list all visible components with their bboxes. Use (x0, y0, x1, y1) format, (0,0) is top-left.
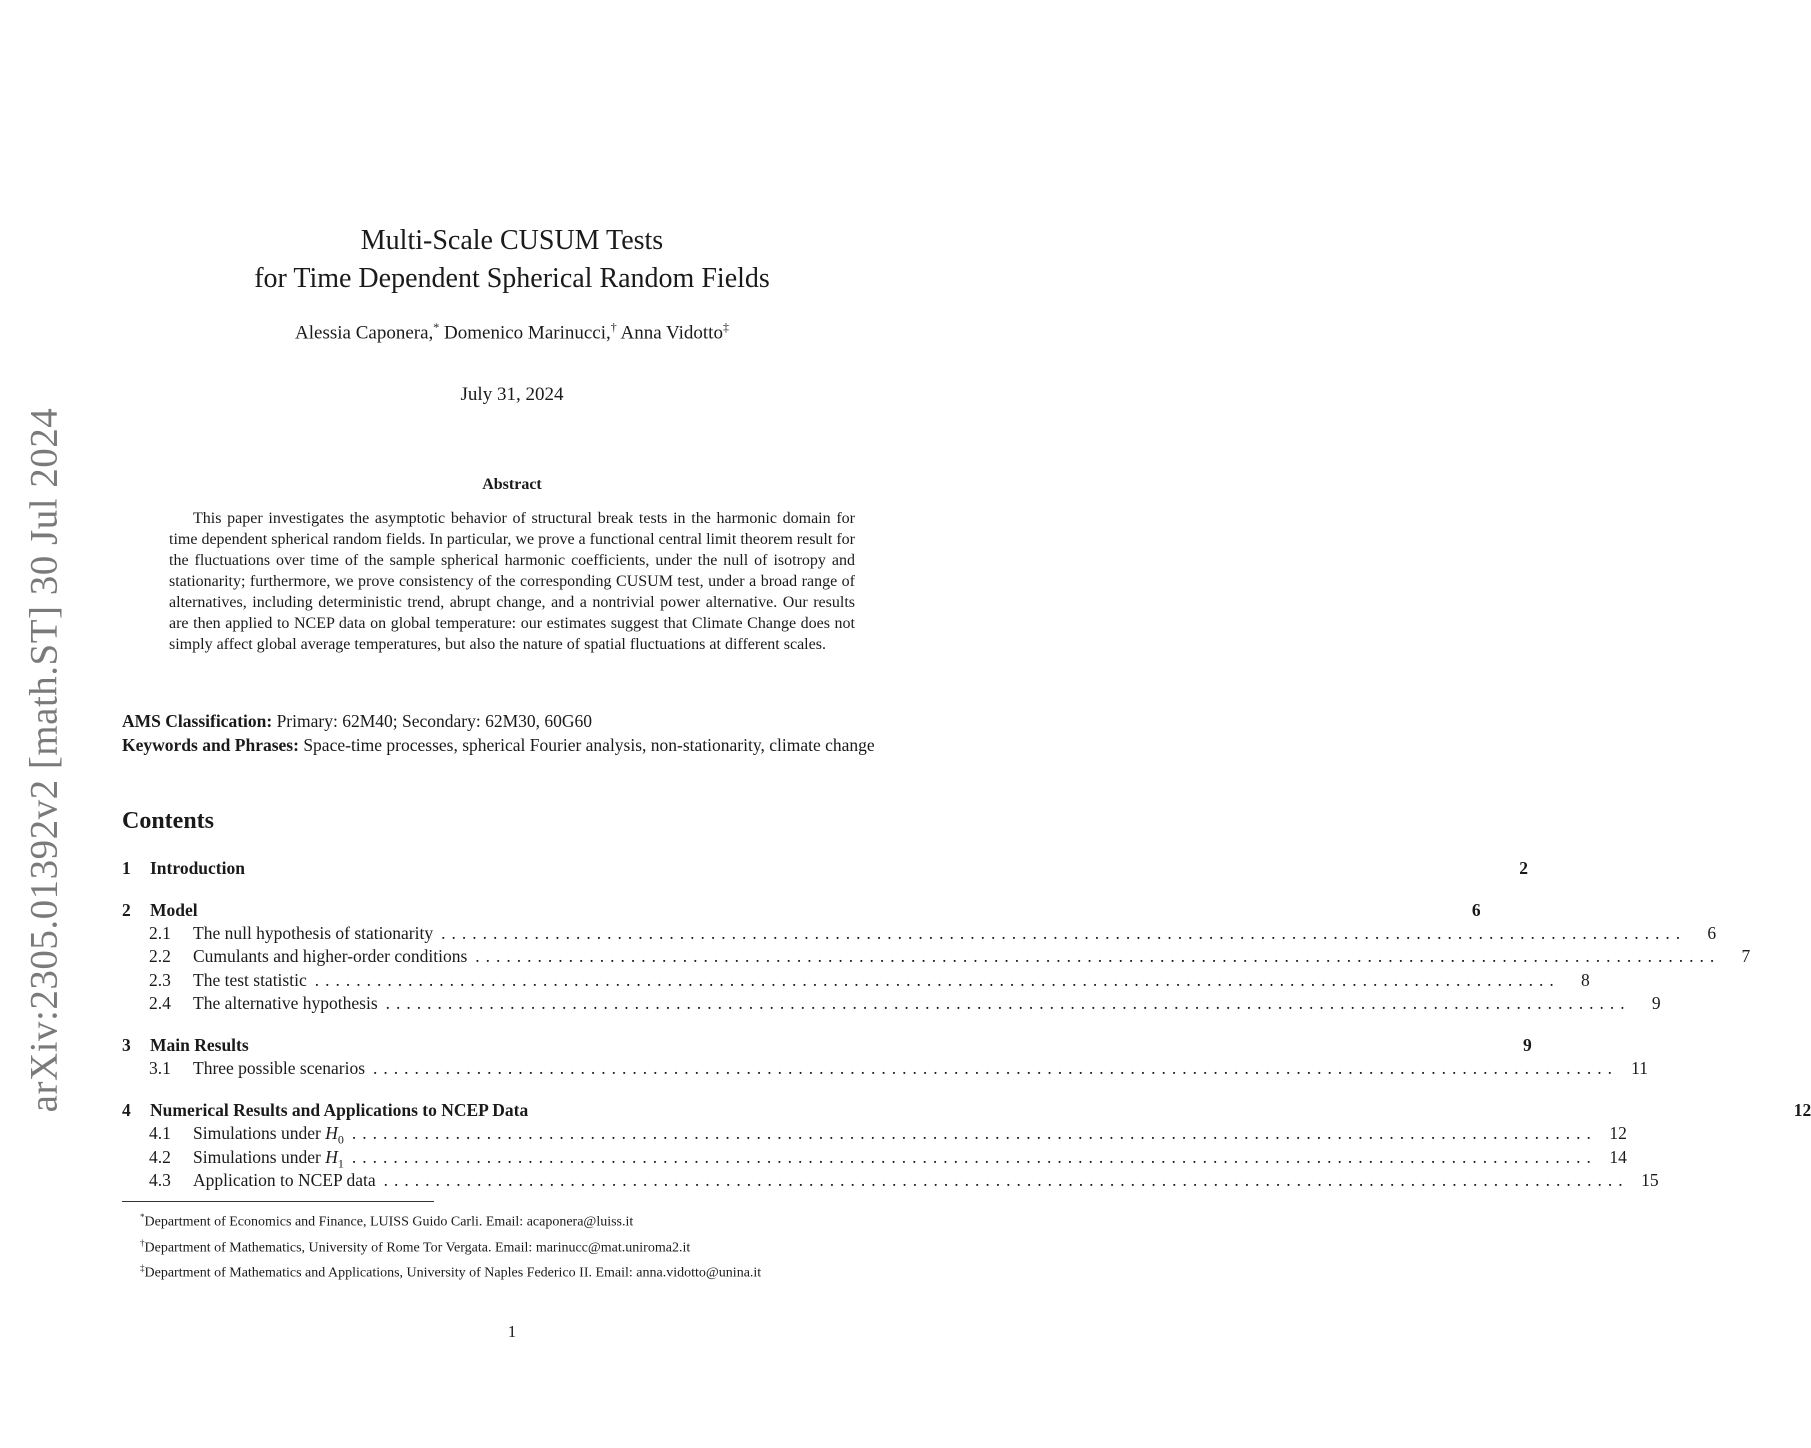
contents-heading: Contents (122, 808, 215, 834)
footnote-mark: * (140, 1212, 145, 1222)
toc-entry-page: 7 (1741, 946, 1751, 966)
toc-subsection-entry[interactable] (122, 923, 1717, 947)
toc-entry-number: 3 (122, 1035, 131, 1055)
toc-entry-number: 4.2 (149, 1147, 171, 1167)
toc-entry-number: 1 (122, 858, 131, 878)
toc-entry-page: 9 (1651, 993, 1661, 1013)
toc-entry-title: Simulations under $H_1$ (193, 1147, 344, 1171)
footnotes (140, 1207, 920, 1284)
toc-entry-number: 2.1 (149, 923, 171, 943)
toc-subsection-entry[interactable] (122, 1058, 1649, 1082)
toc-entry-title: Main Results (150, 1035, 249, 1055)
abstract-heading: Abstract (482, 476, 542, 493)
keywords-label: Keywords and Phrases: (122, 735, 299, 755)
toc-entry-title: Introduction (150, 858, 245, 878)
toc-section-entry[interactable] (122, 1100, 1811, 1124)
title-line-2: for Time Dependent Spherical Random Fields (254, 263, 770, 294)
toc-subsection-entry[interactable] (122, 1147, 1627, 1171)
ams-label: AMS Classification: (122, 711, 273, 731)
toc-subsection-entry[interactable] (122, 946, 1751, 970)
toc-subsection-entry[interactable] (122, 993, 1661, 1017)
toc-entry-page: 12 (1609, 1123, 1627, 1143)
ams-text: Primary: 62M40; Secondary: 62M30, 60G60 (276, 711, 593, 731)
toc-leader-dots: ........................................................................................................................ (314, 970, 1560, 990)
toc-leader-dots: ........................................................................................................................ (383, 1170, 1629, 1190)
toc-entry-number: 2.3 (149, 970, 171, 990)
toc-entry-title: Cumulants and higher-order conditions (193, 946, 468, 966)
toc-entry-page: 8 (1580, 970, 1590, 990)
author-footnote-mark: ‡ (722, 320, 729, 334)
toc-section-entry[interactable] (122, 900, 1481, 924)
arxiv-identifier-stamp: arXiv:2305.01392v2 [math.ST] 30 Jul 2024 (22, 407, 66, 1113)
author-footnote-mark: * (433, 320, 440, 334)
toc-entry-page: 2 (1519, 858, 1528, 878)
keywords (122, 733, 903, 757)
ams-classification (122, 709, 903, 733)
toc-leader-dots: ........................................................................................................................ (373, 1058, 1619, 1078)
toc-entry-page: 9 (1522, 1035, 1532, 1055)
toc-entry-title: Three possible scenarios (193, 1058, 366, 1078)
toc-leader-dots: ........................................................................................................................ (351, 1147, 1597, 1167)
footnote (140, 1258, 920, 1284)
footnote-text: Department of Mathematics, University of Rome Tor Vergata. Email: marinucc@mat.uniroma2.it (144, 1240, 691, 1256)
toc-subsection-entry[interactable] (122, 1123, 1627, 1147)
toc-entry-title: Model (150, 900, 198, 920)
author-list (0, 320, 1024, 344)
title-line-1: Multi-Scale CUSUM Tests (360, 225, 664, 256)
footnote-mark: ‡ (140, 1263, 145, 1274)
toc-entry-number: 4.3 (149, 1170, 171, 1190)
toc-entry-number: 2.2 (149, 946, 171, 966)
toc-entry-title: Numerical Results and Applications to NCEP Data (150, 1100, 529, 1120)
toc-leader-dots: ........................................................................................................................ (351, 1123, 1597, 1143)
toc-leader-dots: ........................................................................................................................ (441, 923, 1687, 943)
footnote-text: Department of Mathematics and Applications, University of Naples Federico II. Email: anna.vidotto@unina.it (144, 1265, 762, 1281)
author-name: Alessia Caponera, (295, 322, 434, 344)
author-footnote-mark: † (610, 320, 617, 334)
toc-entry-page: 14 (1609, 1147, 1627, 1167)
author-name: Domenico Marinucci, (444, 322, 611, 344)
toc-entry-title: Application to NCEP data (193, 1170, 376, 1190)
footnote-mark: † (140, 1237, 145, 1248)
footnote-text: Department of Economics and Finance, LUISS Guido Carli. Email: acaponera@luiss.it (144, 1214, 634, 1230)
toc-subsection-entry[interactable] (122, 1170, 1659, 1194)
toc-entry-number: 4 (122, 1100, 131, 1120)
footnote (140, 1233, 920, 1259)
abstract-body: This paper investigates the asymptotic behavior of structural break tests in the harmonic domain for time dependent spherical random fields. In particular, we prove a functional central limit theorem result for the fluctuations over time of the sample spherical harmonic coefficients, under the null of isotropy and stationarity; furthermore, we prove consistency of the corresponding CUSUM test, under a broad range of alternatives, including deterministic trend, abrupt change, and a nontrivial power alternative. Our results are then applied to NCEP data on global temperature: our estimates suggest that Climate Change does not simply affect global average temperatures, but also the nature of spatial fluctuations at different scales. (169, 510, 855, 653)
toc-entry-title: The null hypothesis of stationarity (193, 923, 434, 943)
toc-entry-number: 4.1 (149, 1123, 171, 1143)
footnote-divider (122, 1201, 434, 1202)
toc-entry-page: 12 (1793, 1100, 1811, 1120)
publication-date: July 31, 2024 (460, 384, 564, 405)
toc-entry-title: The test statistic (193, 970, 307, 990)
toc-section-entry[interactable] (122, 1035, 1532, 1059)
toc-entry-number: 2 (122, 900, 131, 920)
toc-entry-title: The alternative hypothesis (193, 993, 378, 1013)
footnote (140, 1207, 920, 1233)
toc-entry-page: 6 (1471, 900, 1481, 920)
toc-entry-page: 6 (1707, 923, 1717, 943)
toc-entry-number: 2.4 (149, 993, 171, 1013)
toc-leader-dots: ........................................................................................................................ (385, 993, 1631, 1013)
author-name: Anna Vidotto (620, 322, 723, 344)
toc-entry-page: 11 (1631, 1058, 1649, 1078)
toc-section-entry[interactable] (122, 858, 1528, 882)
toc-entry-title: Simulations under $H_0$ (193, 1123, 344, 1147)
toc-entry-page: 15 (1641, 1170, 1659, 1190)
toc-entry-number: 3.1 (149, 1058, 171, 1078)
page-number: 1 (507, 1322, 517, 1341)
toc-leader-dots: ........................................................................................................................ (475, 946, 1721, 966)
keywords-text: Space-time processes, spherical Fourier analysis, non-stationarity, climate change (303, 735, 875, 755)
paper-title (0, 222, 1024, 298)
toc-subsection-entry[interactable] (122, 970, 1590, 994)
